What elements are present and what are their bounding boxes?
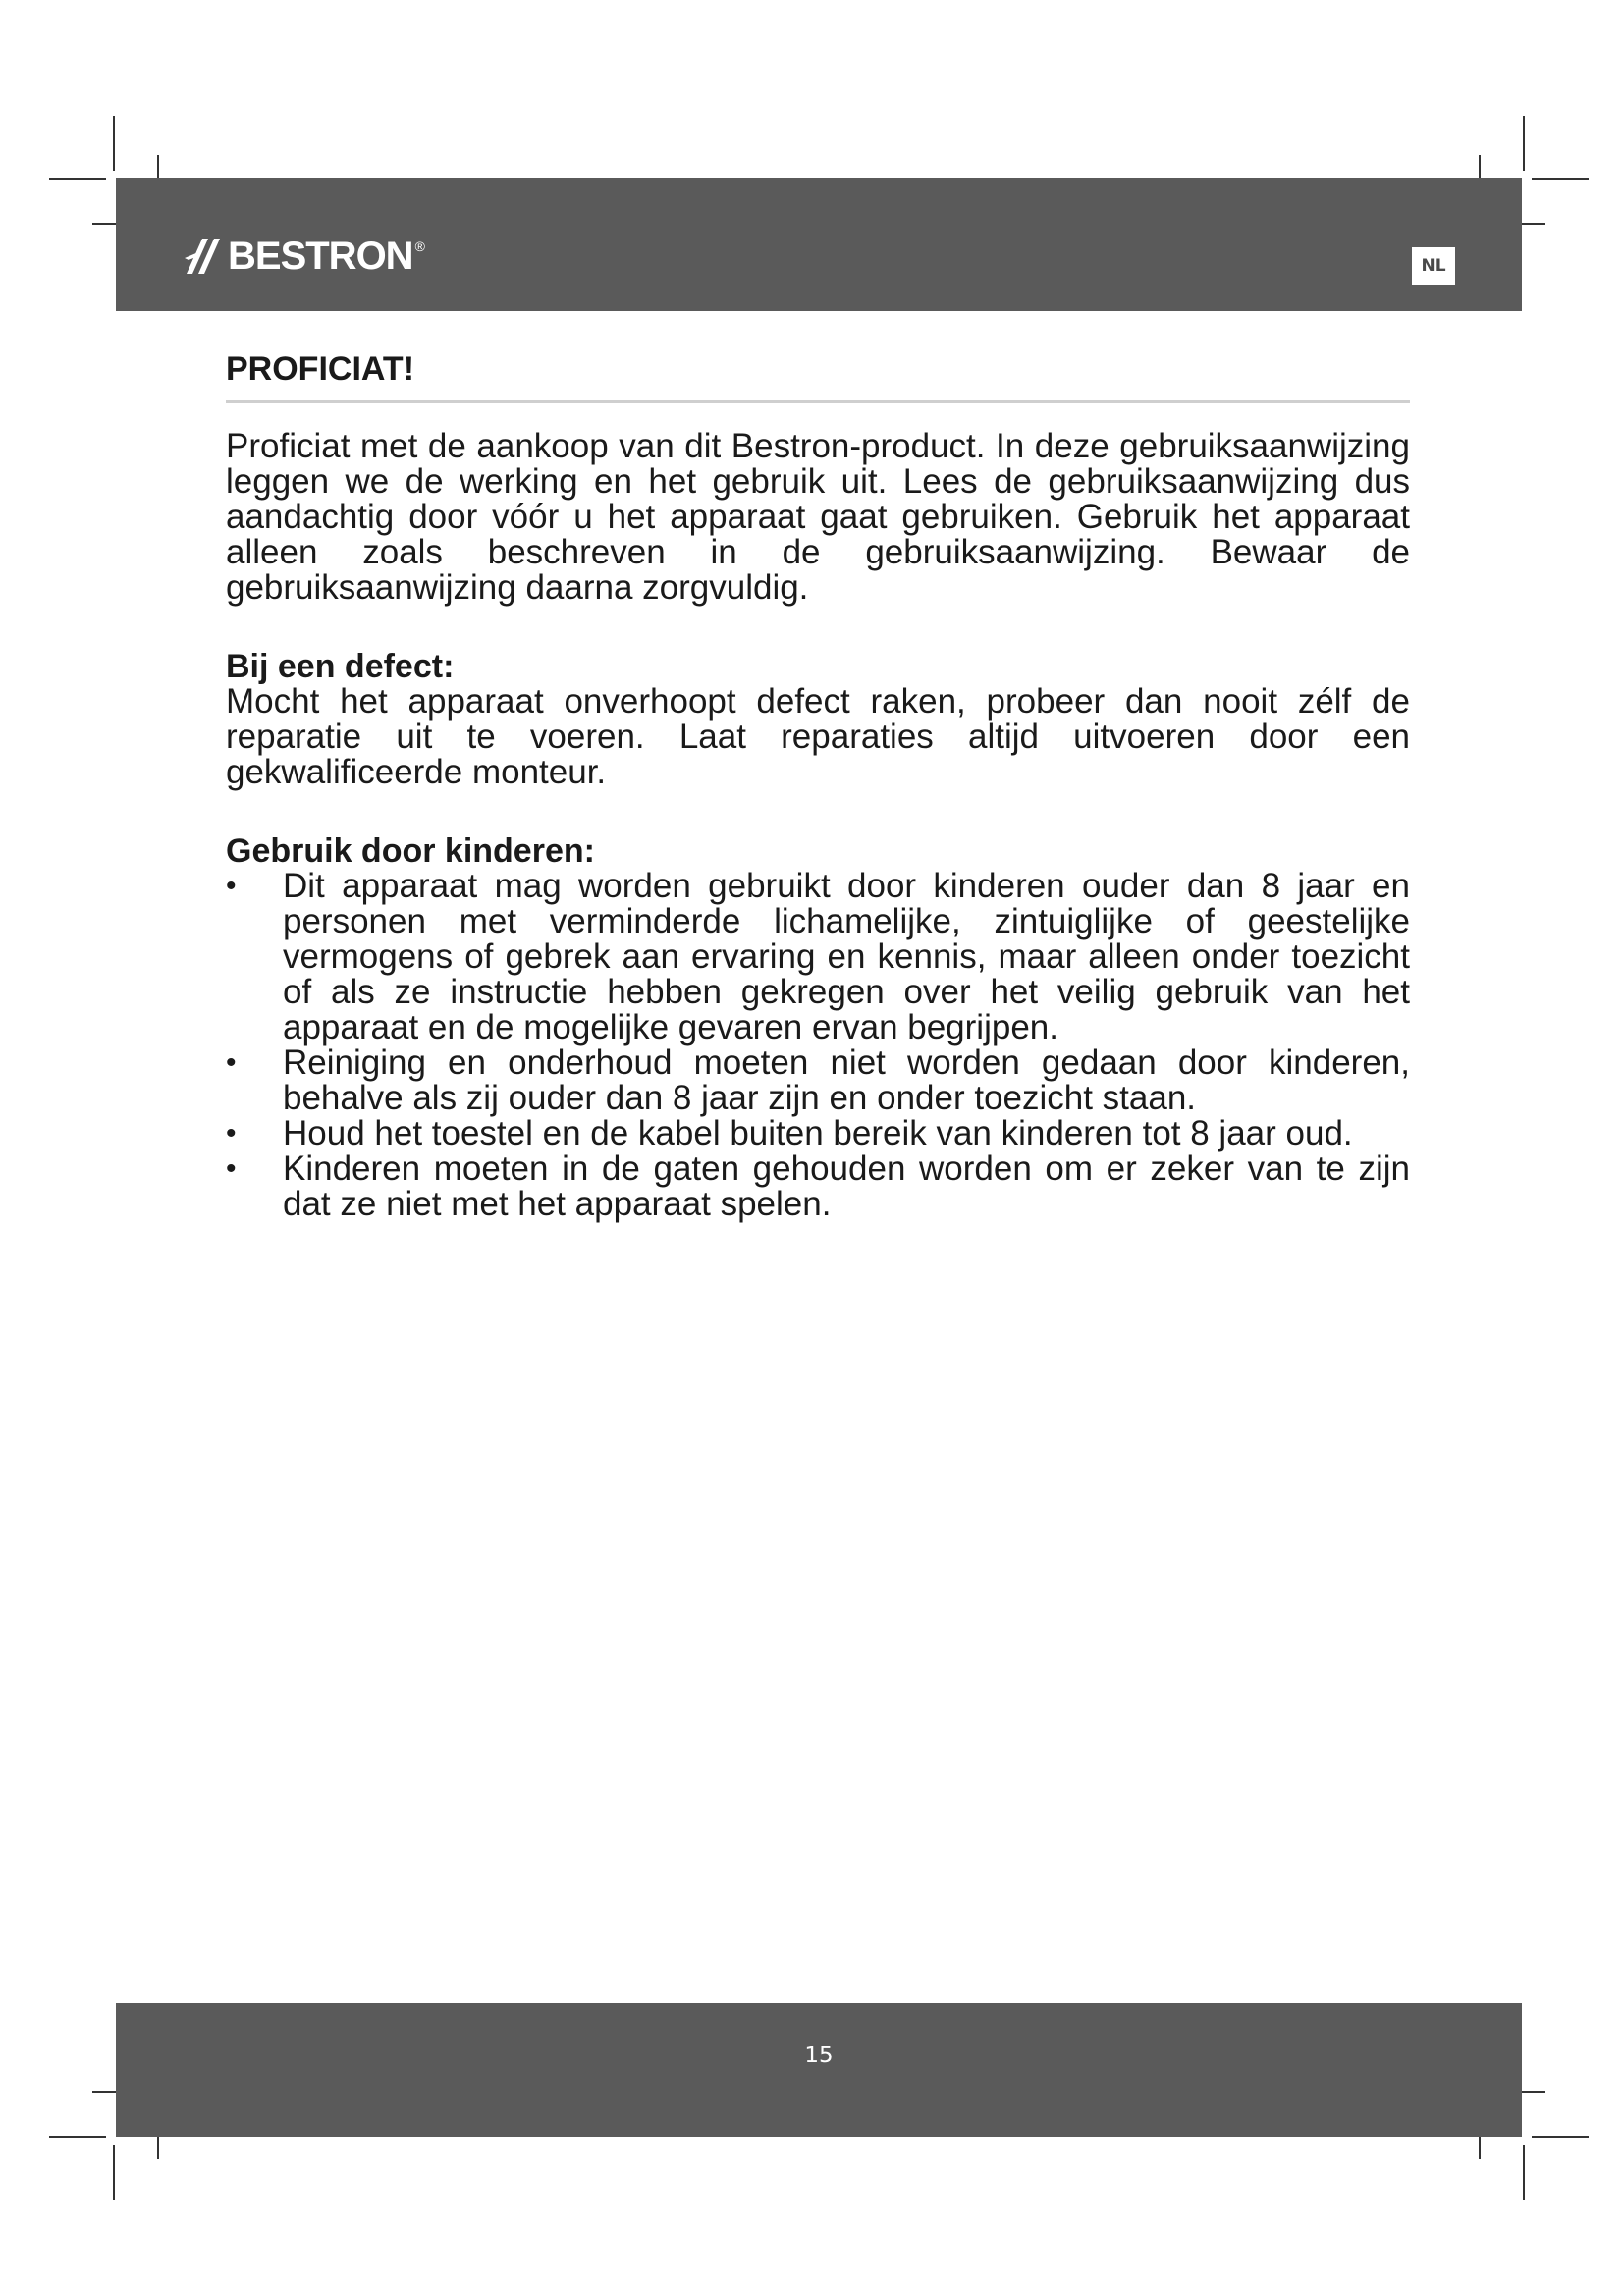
- brand-logo: [185, 237, 425, 276]
- crop-mark: [113, 2145, 115, 2200]
- registered-mark: ®: [414, 239, 425, 254]
- bullet-icon: •: [226, 870, 237, 902]
- chevrons-logo-icon: [185, 237, 222, 276]
- list-item: [226, 869, 1410, 1045]
- defect-heading: Bij een defect:: [226, 648, 455, 685]
- list-item-text: Dit apparaat mag worden gebruikt door kinderen ouder dan 8 jaar en personen met verminderde lichamelijke, zintuiglijke of geestelijke vermogens of gebrek aan ervaring en kennis, maar alleen onder toezicht of als ze instructie hebben gekregen over het veilig gebruik van het apparaat en de mogelijke gevaren ervan begrijpen.: [283, 867, 1410, 1046]
- crop-mark: [113, 116, 115, 171]
- bullet-icon: •: [226, 1152, 237, 1185]
- page-title: PROFICIAT!: [226, 350, 415, 388]
- list-item-text: Kinderen moeten in de gaten gehouden worden om er zeker van te zijn dat ze niet met het apparaat spelen.: [283, 1149, 1410, 1223]
- list-item: [226, 1151, 1410, 1222]
- crop-mark: [1532, 178, 1589, 180]
- language-badge: NL: [1412, 247, 1455, 285]
- list-item: [226, 1116, 1410, 1151]
- list-item-text: Houd het toestel en de kabel buiten bereik van kinderen tot 8 jaar oud.: [283, 1114, 1353, 1152]
- list-item: [226, 1045, 1410, 1116]
- list-item-text: Reiniging en onderhoud moeten niet worden gedaan door kinderen, behalve als zij ouder dan 8 jaar zijn en onder toezicht staan.: [283, 1043, 1410, 1117]
- defect-paragraph: Mocht het apparaat onverhoopt defect raken, probeer dan nooit zélf de reparatie uit te voeren. Laat reparaties altijd uitvoeren door een gekwalificeerde monteur.: [226, 682, 1410, 791]
- bullet-icon: •: [226, 1046, 237, 1079]
- intro-paragraph: Proficiat met de aankoop van dit Bestron-product. In deze gebruiksaanwijzing leggen we de werking en het gebruik uit. Lees de gebruiksaanwijzing dus aandachtig door vóór u het apparaat gaat gebruiken. Gebruik het apparaat alleen zoals beschreven in de gebruiksaanwijzing. Bewaar de gebruiksaanwijzing daarna zorgvuldig.: [226, 427, 1410, 607]
- crop-mark: [1523, 116, 1525, 171]
- children-heading: Gebruik door kinderen:: [226, 832, 595, 870]
- bullet-icon: •: [226, 1117, 237, 1149]
- page-header: [116, 178, 1522, 311]
- title-divider: [226, 400, 1410, 403]
- page-footer: [116, 2003, 1522, 2137]
- children-bullet-list: [226, 869, 1410, 1222]
- crop-mark: [1532, 2136, 1589, 2138]
- page-content: [226, 349, 1410, 1222]
- crop-mark: [49, 2136, 106, 2138]
- crop-mark: [49, 178, 106, 180]
- crop-mark: [1523, 2145, 1525, 2200]
- brand-name: BESTRON: [228, 235, 413, 278]
- page-number: 15: [804, 2043, 834, 2068]
